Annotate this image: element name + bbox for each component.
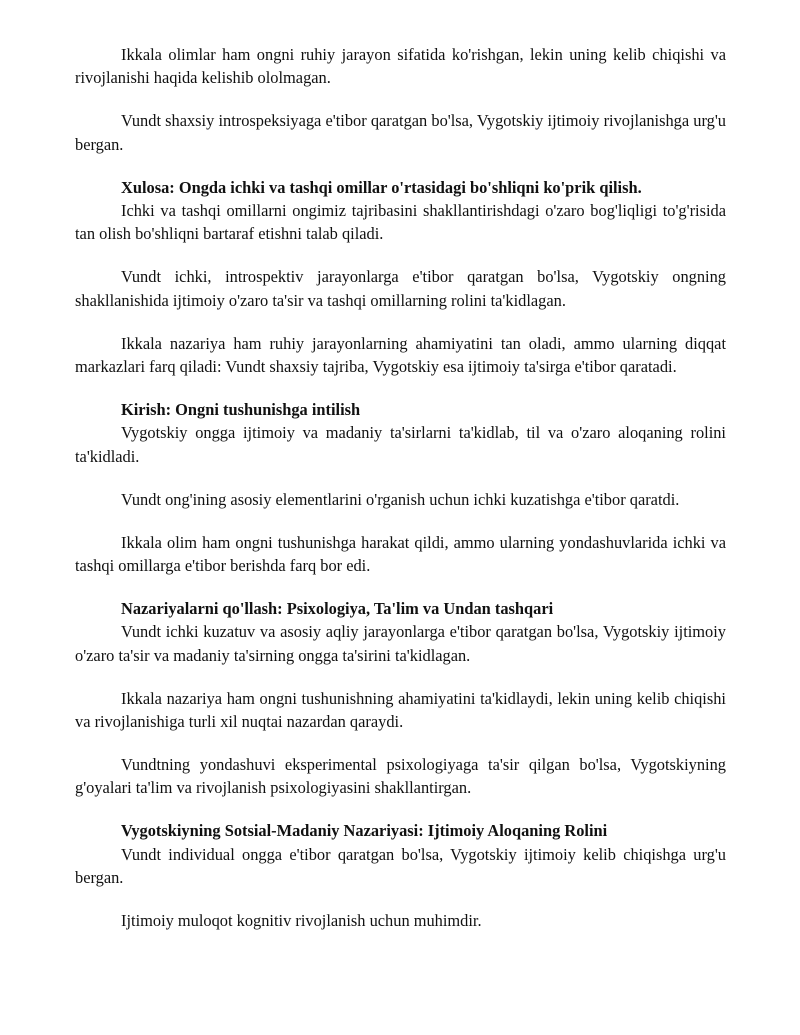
paragraph: Vygotskiy ongga ijtimoiy va madaniy ta'sirlarni ta'kidlab, til va o'zaro aloqaning rolini ta'kidladi. bbox=[75, 423, 726, 466]
paragraph: Vundt ichki, introspektiv jarayonlarga e'tibor qaratgan bo'lsa, Vygotskiy ongning shakllanishida ijtimoiy o'zaro ta'sir va tashqi omillarning rolini ta'kidlagan. bbox=[75, 267, 726, 310]
paragraph: Vundt ichki kuzatuv va asosiy aqliy jarayonlarga e'tibor qaratgan bo'lsa, Vygotskiy ijtimoiy o'zaro ta'sir va madaniy ta'sirning ongga ta'sirini ta'kidlagan. bbox=[75, 622, 726, 665]
paragraph: Vundt shaxsiy introspeksiyaga e'tibor qaratgan bo'lsa, Vygotskiy ijtimoiy rivojlanishga urg'u bergan. bbox=[75, 111, 726, 154]
paragraph: Vundtning yondashuvi eksperimental psixologiyaga ta'sir qilgan bo'lsa, Vygotskiyning g'oyalari ta'lim va rivojlanish psixologiyasini shakllantirgan. bbox=[75, 754, 726, 798]
paragraph: Vundt ong'ining asosiy elementlarini o'rganish uchun ichki kuzatishga e'tibor qaratdi. bbox=[121, 489, 680, 509]
paragraph: Ikkala nazariya ham ruhiy jarayonlarning ahamiyatini tan oladi, ammo ularning diqqat markazlari farq qiladi: Vundt shaxsiy tajriba, Vygotskiy esa ijtimoiy ta'sirga e'tibor qaratadi. bbox=[75, 333, 726, 377]
section-heading: Nazariyalarni qo'llash: Psixologiya, Ta'lim va Undan tashqari bbox=[121, 598, 554, 618]
paragraph: Ijtimoiy muloqot kognitiv rivojlanish uchun muhimdir. bbox=[121, 910, 482, 930]
section-heading: Kirish: Ongni tushunishga intilish bbox=[121, 399, 361, 419]
paragraph: Vundt individual ongga e'tibor qaratgan bo'lsa, Vygotskiy ijtimoiy kelib chiqishga urg'u bergan. bbox=[75, 844, 726, 888]
paragraph: Ichki va tashqi omillarni ongimiz tajribasini shakllantirishdagi o'zaro bog'liqligi to'g'risida tan olish bo'shliqni bartaraf etishni talab qiladi. bbox=[75, 201, 726, 244]
paragraph: Ikkala olimlar ham ongni ruhiy jarayon sifatida ko'rishgan, lekin uning kelib chiqishi va rivojlanishi haqida kelishib ololmagan. bbox=[75, 45, 726, 88]
section-heading: Xulosa: Ongda ichki va tashqi omillar o'rtasidagi bo'shliqni ko'prik qilish. bbox=[121, 177, 642, 197]
paragraph: Ikkala olim ham ongni tushunishga harakat qildi, ammo ularning yondashuvlarida ichki va tashqi omillarga e'tibor berishda farq bor edi. bbox=[75, 532, 726, 575]
section-heading: Vygotskiyning Sotsial-Madaniy Nazariyasi: Ijtimoiy Aloqaning Rolini bbox=[121, 821, 608, 841]
paragraph: Ikkala nazariya ham ongni tushunishning ahamiyatini ta'kidlaydi, lekin uning kelib chiqishi va rivojlanishiga turli xil nuqtai nazardan qaraydi. bbox=[75, 688, 726, 732]
